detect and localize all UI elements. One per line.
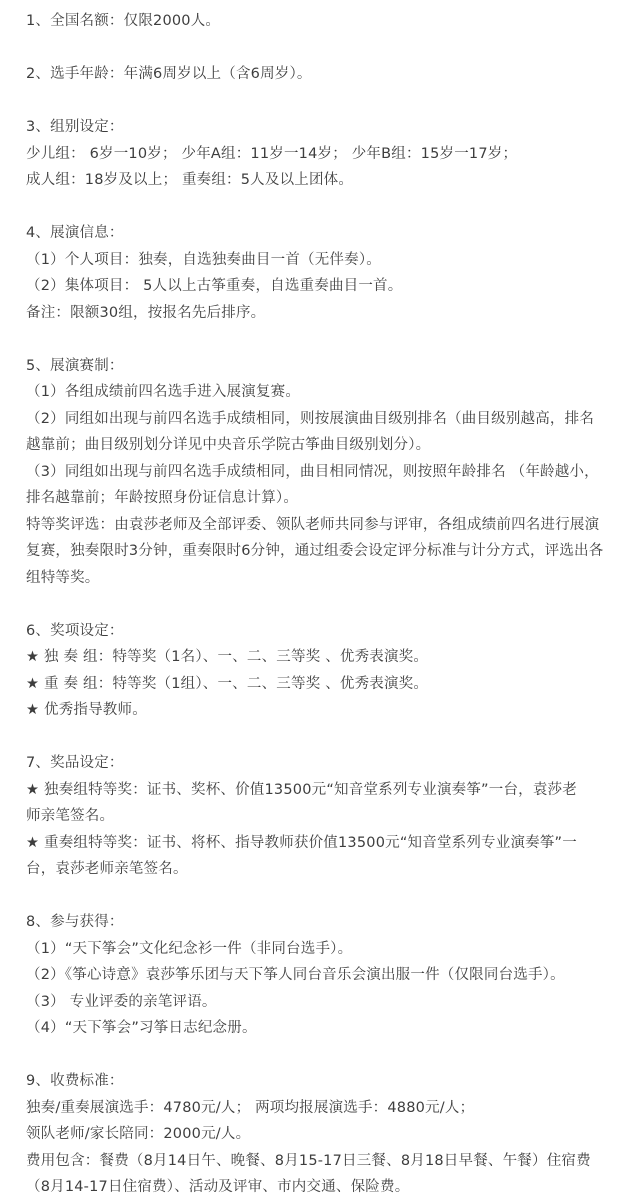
section-heading: 7、奖品设定： (26, 755, 124, 771)
section-line: （2）《筝心诗意》袁莎筝乐团与天下筝人同台音乐会演出服一件（仅限同台选手）。 (26, 967, 565, 983)
section-line: ★ 独 奏 组：特等奖（1名）、一、二、三等奖 、优秀表演奖。 (26, 649, 429, 665)
section-line: ★ 优秀指导教师。 (26, 702, 147, 718)
section-heading: 1、全国名额：仅限2000人。 (26, 13, 221, 29)
section-line: （8月14-17日住宿费）、活动及评审、市内交通、保险费。 (26, 1179, 410, 1195)
section-line: 独奏/重奏展演选手：4780元/人； 两项均报展演选手：4880元/人； (26, 1099, 475, 1116)
section-line: 组特等奖。 (26, 569, 100, 586)
section-line: ★ 重奏组特等奖：证书、将杯、指导教师获价值13500元“知音堂系列专业演奏筝”一 (26, 834, 577, 851)
section-line: 备注：限额30组，按报名先后排序。 (26, 304, 266, 321)
section-heading: 3、组别设定： (26, 119, 124, 135)
section-heading: 6、奖项设定： (26, 622, 124, 639)
section-heading: 8、参与获得： (26, 914, 124, 930)
section-line: （3）同组如出现与前四名选手成绩相同，曲目相同情况，则按照年龄排名 （年龄越小， (26, 463, 599, 480)
section-line: 少儿组： 6岁一10岁； 少年A组：11岁一14岁； 少年B组：15岁一17岁； (26, 145, 518, 162)
section-spacer (26, 724, 616, 751)
section-line: 复赛，独奏限时3分钟，重奏限时6分钟，通过组委会设定评分标准与计分方式，评选出各 (26, 543, 604, 559)
section-line: （2）同组如出现与前四名选手成绩相同，则按展演曲目级别排名（曲目级别越高，排名 (26, 410, 595, 427)
section-line: 领队老师/家长陪同：2000元/人。 (26, 1126, 251, 1142)
section-participation (26, 909, 616, 1042)
section-line: 越靠前；曲目级别划分详见中央音乐学院古筝曲目级别划分）。 (26, 437, 431, 453)
section-line: 特等奖评选：由袁莎老师及全部评委、领队老师共同参与评审，各组成绩前四名进行展演 (26, 516, 600, 533)
section-line: 台，袁莎老师亲笔签名。 (26, 861, 188, 877)
section-quota (26, 8, 616, 35)
section-heading: 9、收费标准： (26, 1073, 124, 1089)
section-line: 费用包含：餐费（8月14日午、晚餐、8月15-17日三餐、8月18日早餐、午餐）住宿费 (26, 1152, 591, 1169)
section-spacer (26, 194, 616, 221)
section-line: 成人组：18岁及以上； 重奏组：5人及以上团体。 (26, 172, 354, 188)
section-line: （3） 专业评委的亲笔评语。 (26, 993, 217, 1010)
section-line: （1）个人项目：独奏，自选独奏曲目一首（无伴奏）。 (26, 251, 381, 268)
section-competition-rules (26, 353, 616, 592)
section-spacer (26, 88, 616, 115)
section-line: （4）“天下筝会”习筝日志纪念册。 (26, 1020, 257, 1036)
section-line: （2）集体项目： 5人以上古筝重奏，自选重奏曲目一首。 (26, 278, 403, 294)
section-line: （1）各组成绩前四名选手进入展演复赛。 (26, 384, 301, 400)
section-heading: 2、选手年龄：年满6周岁以上（含6周岁）。 (26, 66, 312, 82)
section-groups (26, 114, 616, 194)
section-spacer (26, 883, 616, 910)
section-line: ★ 独奏组特等奖：证书、奖杯、价值13500元“知音堂系列专业演奏筝”一台，袁莎老 (26, 781, 577, 798)
section-awards (26, 618, 616, 724)
section-line: 排名越靠前；年龄按照身份证信息计算）。 (26, 490, 299, 506)
section-heading: 4、展演信息： (26, 225, 124, 241)
section-fees (26, 1068, 616, 1201)
section-line: 师亲笔签名。 (26, 808, 115, 824)
section-spacer (26, 1042, 616, 1069)
section-line: （1）“天下筝会”文化纪念衫一件（非同台选手）。 (26, 940, 353, 957)
section-prizes (26, 750, 616, 883)
section-heading: 5、展演赛制： (26, 357, 124, 374)
section-performance-info (26, 220, 616, 326)
section-age (26, 61, 616, 88)
section-spacer (26, 591, 616, 618)
section-line: ★ 重 奏 组：特等奖（1组）、一、二、三等奖 、优秀表演奖。 (26, 675, 429, 692)
section-spacer (26, 326, 616, 353)
section-spacer (26, 35, 616, 62)
